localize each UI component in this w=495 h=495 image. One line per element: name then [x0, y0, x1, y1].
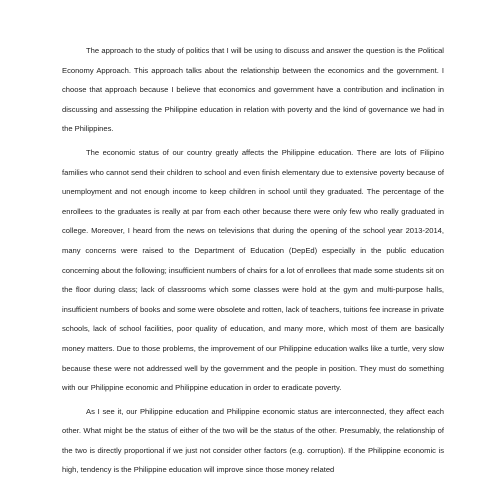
- paragraph-approach: The approach to the study of politics that I will be using to discuss and answer the question is the Political Economy Approach. This approach talks about the relationship between the economics and the government. I choose that approach because I believe that economics and government have a contribution and inclination in discussing and assessing the Philippine education in relation with poverty and the kind of governance we had in the Philippines.: [62, 46, 444, 134]
- paragraph-interconnection: As I see it, our Philippine education and Philippine economic status are interconnected, they affect each other. What might be the status of either of the two will be the status of the other. Presumably, the relationship of the two is directly proportional if we just not consider other factors (e.g. corruption). If the Philippine economic is high, tendency is the Philippine education will improve since those money related: [62, 406, 444, 475]
- document-body: [62, 41, 444, 484]
- paragraph-economic-status: The economic status of our country greatly affects the Philippine education. There are lots of Filipino families who cannot send their children to school and even finish elementary due to extensive poverty because of unemployment and not enough income to keep children in school until they graduated. The percentage of the enrollees to the graduates is really at par from each other because there were only few who really graduated in college. Moreover, I heard from the news on televisions that during the opening of the school year 2013-2014, many concerns were raised to the Department of Education (DepEd) especially in the public education concerning about the following; insufficient numbers of chairs for a lot of enrollees that made some students sit on the floor during class; lack of classrooms which some classes were hold at the gym and multi-purpose halls, insufficient numbers of books and some were obsolete and rotten, lack of teachers, tuitions fee increase in private schools, lack of school facilities, poor quality of education, and many more, which most of them are basically money matters. Due to those problems, the improvement of our Philippine education walks like a turtle, very slow because these were not addressed well by the government and the people in position. They must do something with our Philippine economic and Philippine education in order to eradicate poverty.: [62, 147, 444, 393]
